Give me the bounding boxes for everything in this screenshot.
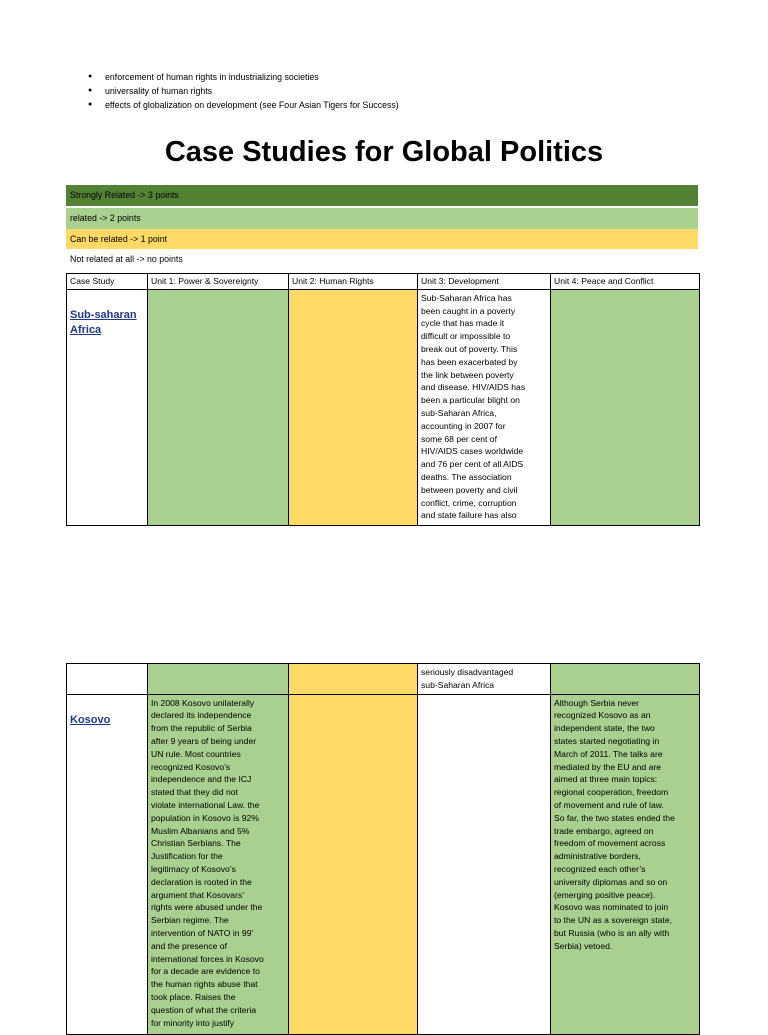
legend-related: related -> 2 points xyxy=(66,208,698,229)
case-name-cell xyxy=(67,694,148,1034)
legend-can-be-related: Can be related -> 1 point xyxy=(66,229,698,250)
kosovo-unit-1-cell xyxy=(148,694,289,1034)
continuation-unit-3-cell xyxy=(418,664,551,695)
header-unit-3: Unit 3: Development xyxy=(418,274,551,290)
kosovo-unit-3-cell xyxy=(418,694,551,1034)
case-name-kosovo: Kosovo xyxy=(70,713,111,726)
table-row-continuation xyxy=(67,664,700,695)
subsaharan-unit-1-cell xyxy=(148,289,289,525)
legend-not-related: Not related at all -> no points xyxy=(66,249,698,270)
kosovo-unit-4-text: Although Serbia never recognized Kosovo as an independent state, the two states started negotiating in March of 2011. The talks are mediated by the EU and are aimed at three main topics: regional cooperation, freedom of movement and rule of law. So far, the two states ended the trade embargo, agreed on freedom of movement across administrative borders, recognized each other’s university diplomas and so on (emerging positive peace). Kosovo was nominated to join to the UN as a sovereign state, but Russia (who is an ally with Serbia) vetoed. xyxy=(554,697,675,951)
table-row-kosovo xyxy=(67,694,700,1034)
table-row-subsaharan xyxy=(67,289,700,525)
continuation-unit-1-cell xyxy=(148,664,289,695)
bullet-item: ● effects of globalization on development (see Four Asian Tigers for Success) xyxy=(88,98,399,112)
topic-bullet-list xyxy=(88,70,399,112)
case-study-table-continued xyxy=(66,663,700,1035)
kosovo-unit-4-cell xyxy=(551,694,700,1034)
bullet-item: ● enforcement of human rights in industrializing societies xyxy=(88,70,399,84)
table-header-row xyxy=(67,274,700,290)
case-name-cell xyxy=(67,289,148,525)
page-title: Case Studies for Global Politics xyxy=(164,136,604,168)
continuation-case-cell xyxy=(67,664,148,695)
header-unit-1: Unit 1: Power & Sovereignty xyxy=(148,274,289,290)
kosovo-unit-1-text: In 2008 Kosovo unilaterally declared its independence from the republic of Serbia after 9 years of being under UN rule. Most countries recognized Kosovo’s independence and the ICJ stated that they did not violate international Law. the population in Kosovo is 92% Muslim Albanians and 5% Christian Serbians. The Justification for the legitimacy of Kosovo’s declaration is rooted in the argument that Kosovars’ rights were abused under the Serbian regime. The intervention of NATO in 99’ and the presence of international forces in Kosovo for a decade are evidence to the human rights abuse that took place. Raises the question of what the criteria for minority into justify xyxy=(151,697,264,1028)
continuation-unit-4-cell xyxy=(551,664,700,695)
kosovo-unit-2-cell xyxy=(289,694,418,1034)
case-name-subsaharan: Sub-saharan Africa xyxy=(70,308,137,336)
header-unit-2: Unit 2: Human Rights xyxy=(289,274,418,290)
bullet-item: ● universality of human rights xyxy=(88,84,399,98)
subsaharan-unit-3-text: Sub-Saharan Africa has been caught in a poverty cycle that has made it difficult or impossible to break out of poverty. This has been exacerbated by the link between poverty and disease. HIV/AIDS has been a particular blight on sub-Saharan Africa, accounting in 2007 for some 68 per cent of HIV/AIDS cases worldwide and 76 per cent of all AIDS deaths. The association between poverty and civil conflict, crime, corruption and state failure has also xyxy=(421,292,526,521)
header-unit-4: Unit 4: Peace and Conflict xyxy=(551,274,700,290)
subsaharan-unit-2-cell xyxy=(289,289,418,525)
continuation-unit-2-cell xyxy=(289,664,418,695)
header-case-study: Case Study xyxy=(67,274,148,290)
subsaharan-unit-3-cell xyxy=(418,289,551,525)
case-study-table xyxy=(66,273,700,526)
continuation-unit-3-text: seriously disadvantaged sub-Saharan Africa xyxy=(421,667,514,690)
legend-strongly-related: Strongly Related -> 3 points xyxy=(66,185,698,206)
subsaharan-unit-4-cell xyxy=(551,289,700,525)
